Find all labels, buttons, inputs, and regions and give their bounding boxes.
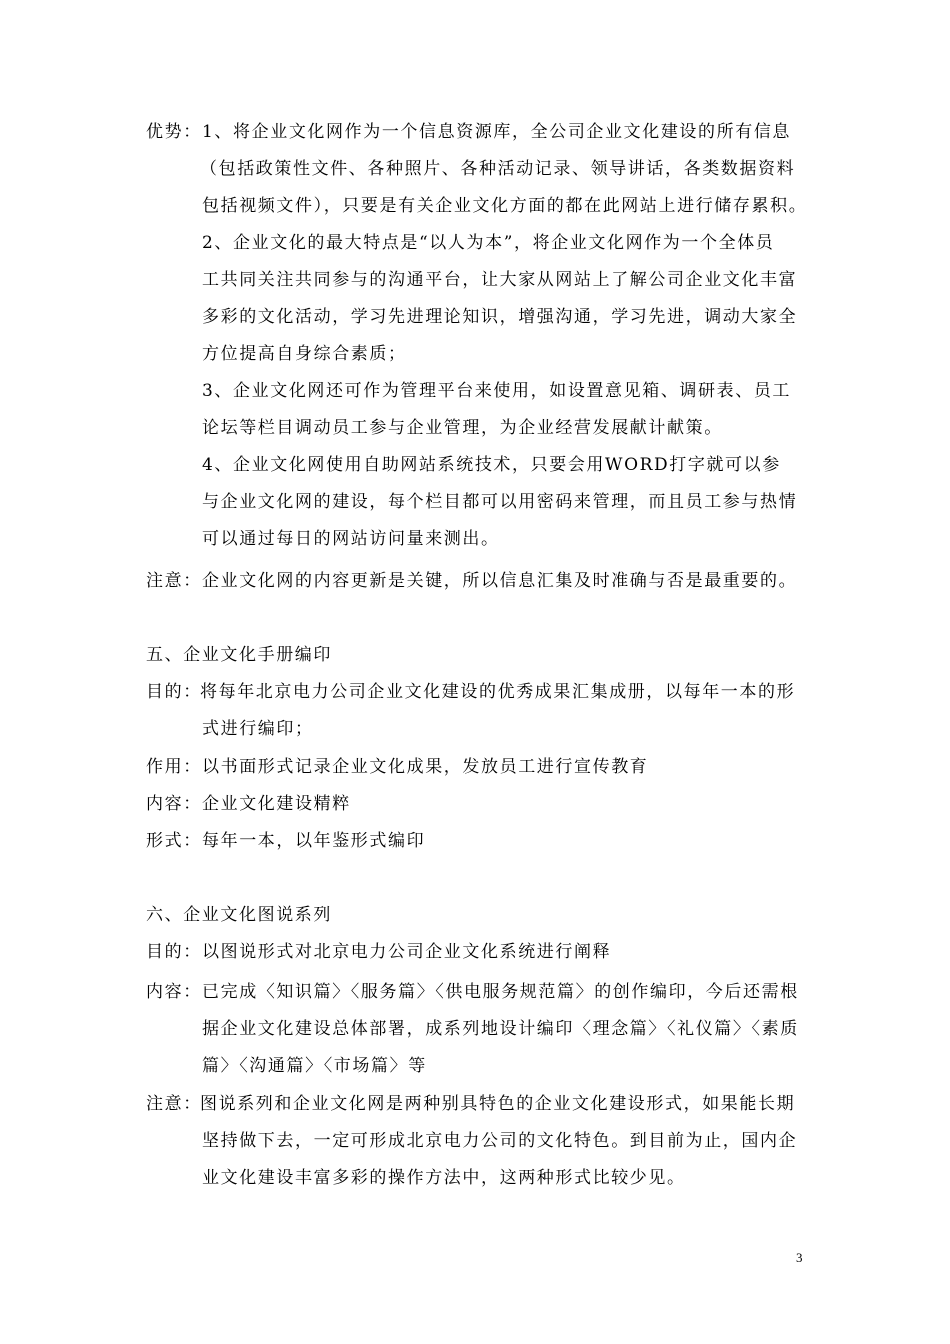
section6-note-line-1: 图说系列和企业文化网是两种别具特色的企业文化建设形式，如果能长期: [200, 1094, 796, 1114]
section5-purpose-label: 目的：: [146, 682, 202, 702]
section6-note-line-2: 坚持做下去，一定可形成北京电力公司的文化特色。到目前为止，国内企: [202, 1131, 798, 1151]
advantages-line-12: 可以通过每日的网站访问量来测出。: [202, 529, 500, 549]
advantages-line-4: 2、企业文化的最大特点是“以人为本”，将企业文化网作为一个全体员: [202, 233, 775, 253]
advantages-line-8: 3、企业文化网还可作为管理平台来使用，如设置意见箱、调研表、员工: [202, 381, 792, 401]
section6-note-line-3: 业文化建设丰富多彩的操作方法中，这两种形式比较少见。: [202, 1168, 686, 1188]
section-heading-5: 五、企业文化手册编印: [146, 645, 332, 665]
section5-purpose-line-1: 将每年北京电力公司企业文化建设的优秀成果汇集成册，以每年一本的形: [200, 682, 796, 702]
advantages-line-7: 方位提高自身综合素质；: [202, 344, 407, 364]
section5-form-label: 形式：: [146, 831, 202, 851]
section6-content-line-3: 篇〉〈沟通篇〉〈市场篇〉等: [202, 1056, 427, 1076]
section5-purpose-line-2: 式进行编印；: [202, 719, 314, 739]
section6-note-label: 注意：: [146, 1094, 202, 1114]
note-text: 企业文化网的内容更新是关键，所以信息汇集及时准确与否是最重要的。: [202, 571, 798, 591]
advantages-line-6: 多彩的文化活动，学习先进理论知识，增强沟通，学习先进，调动大家全: [202, 307, 798, 327]
advantages-label: 优势：: [146, 122, 202, 142]
page-number: 3: [796, 1250, 803, 1265]
note-label: 注意：: [146, 571, 202, 591]
advantages-line-1: 1、将企业文化网作为一个信息资源库，全公司企业文化建设的所有信息: [202, 122, 792, 142]
advantages-line-5: 工共同关注共同参与的沟通平台，让大家从网站上了解公司企业文化丰富: [202, 270, 798, 290]
advantages-line-10: 4、企业文化网使用自助网站系统技术，只要会用WORD打字就可以参: [202, 455, 781, 475]
section6-content-line-2: 据企业文化建设总体部署，成系列地设计编印〈理念篇〉〈礼仪篇〉〈素质: [202, 1019, 799, 1039]
advantages-line-2: （包括政策性文件、各种照片、各种活动记录、领导讲话，各类数据资料: [200, 159, 796, 179]
section5-content-text: 企业文化建设精粹: [202, 794, 351, 814]
section5-form-text: 每年一本，以年鉴形式编印: [202, 831, 426, 851]
section6-content-line-1: 已完成〈知识篇〉〈服务篇〉〈供电服务规范篇〉的创作编印，今后还需根: [202, 982, 799, 1002]
section5-function-label: 作用：: [146, 757, 202, 777]
section6-purpose-label: 目的：: [146, 942, 202, 962]
section5-function-text: 以书面形式记录企业文化成果，发放员工进行宣传教育: [202, 757, 649, 777]
advantages-line-3: 包括视频文件），只要是有关企业文化方面的都在此网站上进行储存累积。: [202, 196, 808, 216]
section6-purpose-text: 以图说形式对北京电力公司企业文化系统进行阐释: [202, 942, 612, 962]
section5-content-label: 内容：: [146, 794, 202, 814]
advantages-line-11: 与企业文化网的建设，每个栏目都可以用密码来管理，而且员工参与热情: [202, 492, 798, 512]
section-heading-6: 六、企业文化图说系列: [146, 905, 332, 925]
advantages-line-9: 论坛等栏目调动员工参与企业管理，为企业经营发展献计献策。: [202, 418, 723, 438]
section6-content-label: 内容：: [146, 982, 202, 1002]
